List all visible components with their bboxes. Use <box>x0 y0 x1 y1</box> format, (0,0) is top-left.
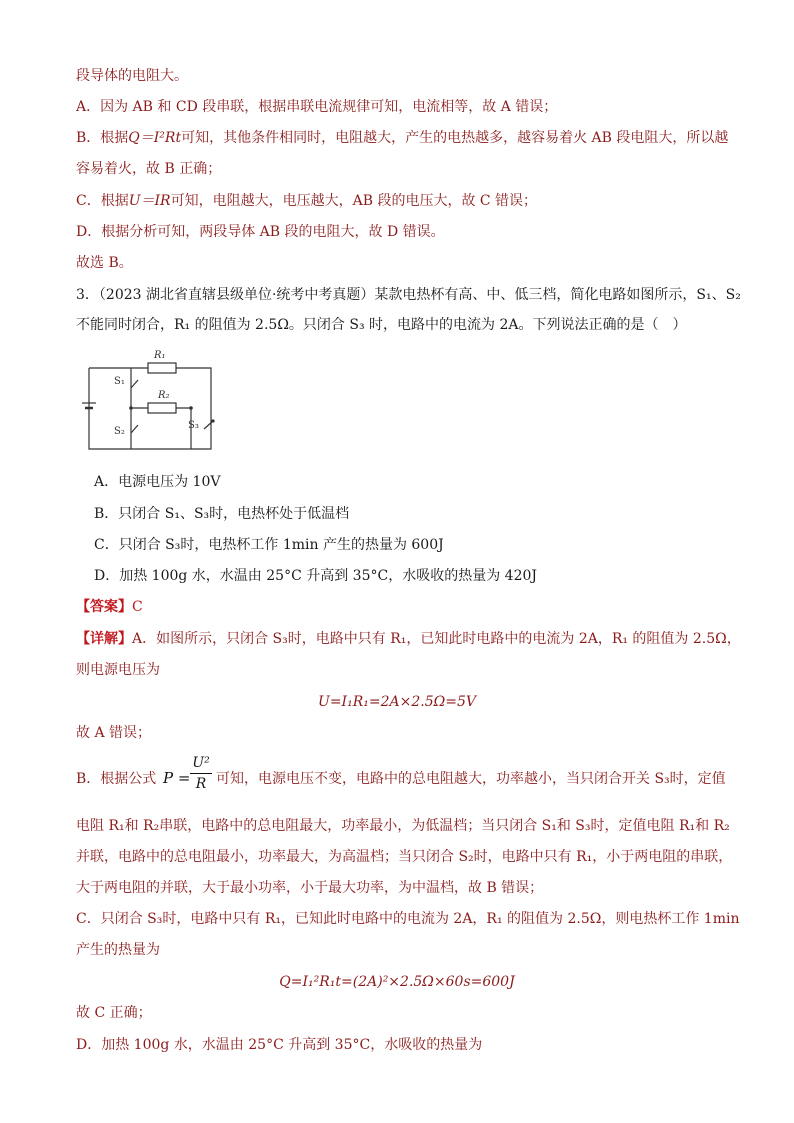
text-line-option-b-cont: 容易着火，故 B 正确； <box>76 161 222 177</box>
r1-label: R₁ <box>154 350 166 361</box>
detail-b-line-4: 大于两电阻的并联，大于最小功率，小于最大功率，为中温档，故 B 错误； <box>76 880 544 896</box>
answer-value: C <box>132 599 143 615</box>
detail-c-conclusion: 故 C 正确； <box>76 1005 152 1021</box>
detail-b-line-2: 电阻 R₁和 R₂串联，电路中的总电阻最大，功率最小，为低温档；当只闭合 S₁和 S₃时，定值电阻 R₁和 R₂ <box>76 818 730 834</box>
answer-tag: 【答案】 <box>76 599 132 615</box>
detail-c-equation: Q=I₁²R₁t=(2A)²×2.5Ω×60s=600J <box>279 974 515 990</box>
s3-label: S₃ <box>188 420 199 431</box>
power-formula-fraction <box>190 755 212 792</box>
detail-a-conclusion: 故 A 错误； <box>76 725 152 741</box>
junction-left <box>129 406 133 410</box>
text-prefix: B．根据 <box>76 130 129 146</box>
detail-b-line-3: 并联，电路中的总电阻最小，功率最大，为高温档；当只闭合 S₂时，电路中只有 R₁，小于两电阻的串联， <box>76 849 733 865</box>
answer-line <box>76 597 143 617</box>
s3-switch-blade <box>204 421 213 429</box>
detail-a-line-1 <box>76 629 741 649</box>
option-b: B．只闭合 S₁、S₃时，电热杯处于低温档 <box>94 506 350 522</box>
detail-tag: 【详解】 <box>76 631 132 647</box>
text-line-1: 段导体的电阻大。 <box>76 68 188 84</box>
option-d: D．加热 100g 水，水温由 25°C 升高到 35°C，水吸收的热量为 420J <box>94 568 537 584</box>
detail-a-line-2: 则电源电压为 <box>76 662 160 678</box>
option-a: A．电源电压为 10V <box>94 474 221 490</box>
power-formula-numerator: U² <box>192 755 210 771</box>
detail-c-line-1: C．只闭合 S₃时，电路中只有 R₁，已知此时电路中的电流为 2A，R₁ 的阻值为 2.5Ω，则电热杯工作 1min <box>76 911 740 927</box>
option-c: C．只闭合 S₃时，电热杯工作 1min 产生的热量为 600J <box>94 537 444 553</box>
s1-switch-blade <box>131 380 138 388</box>
text-line-choose: 故选 B。 <box>76 255 133 271</box>
question-3-line-2: 不能同时闭合，R₁ 的阻值为 2.5Ω。只闭合 S₃ 时，电路中的电流为 2A。下列说法正确的是（ ） <box>76 317 687 333</box>
r1-resistor <box>148 363 176 373</box>
text-line-option-d: D．根据分析可知，两段导体 AB 段的电阻大，故 D 错误。 <box>76 224 445 240</box>
s3-contact <box>211 419 214 422</box>
joule-formula: Q＝I²Rt <box>128 130 182 146</box>
text-line-option-c <box>76 191 537 211</box>
s2-switch-blade <box>131 425 138 433</box>
text-line-option-a: A．因为 AB 和 CD 段串联，根据串联电流规律可知，电流相等，故 A 错误； <box>76 99 558 115</box>
text-suffix: 可知，其他条件相同时，电阻越大，产生的电热越多，越容易着火 AB 段电阻大，所以越 <box>181 130 729 146</box>
circuit-diagram <box>76 346 226 456</box>
r2-resistor <box>148 403 176 413</box>
detail-a-equation: U=I₁R₁=2A×2.5Ω=5V <box>318 694 476 710</box>
s1-label: S₁ <box>114 376 125 387</box>
detail-b-line-1-prefix: B．根据公式 <box>76 771 157 787</box>
s2-label: S₂ <box>114 426 125 437</box>
detail-c-line-2: 产生的热量为 <box>76 942 160 958</box>
fraction-bar <box>190 773 212 774</box>
power-formula-denominator: R <box>195 776 207 792</box>
text-prefix: C．根据 <box>76 193 129 209</box>
r2-label: R₂ <box>158 390 170 401</box>
ohm-formula: U＝IR <box>128 193 171 209</box>
detail-a-text: A．如图所示，只闭合 S₃时，电路中只有 R₁，已知此时电路中的电流为 2A，R₁ 的阻值为 2.5Ω， <box>132 631 741 647</box>
detail-d-line-1: D．加热 100g 水，水温由 25°C 升高到 35°C，水吸收的热量为 <box>76 1037 483 1053</box>
text-suffix: 可知，电阻越大，电压越大，AB 段的电压大，故 C 错误； <box>170 193 538 209</box>
question-3-line-1: 3．（2023 湖北省直辖县级单位·统考中考真题）某款电热杯有高、中、低三档，简化电路如图所示，S₁、S₂ <box>76 287 741 303</box>
junction-right <box>189 406 193 410</box>
power-formula-left: P = <box>163 769 191 787</box>
text-line-option-b <box>76 128 728 148</box>
detail-b-line-1-suffix: 可知，电源电压不变，电路中的总电阻越大，功率越小，当只闭合开关 S₃时，定值 <box>216 771 726 787</box>
